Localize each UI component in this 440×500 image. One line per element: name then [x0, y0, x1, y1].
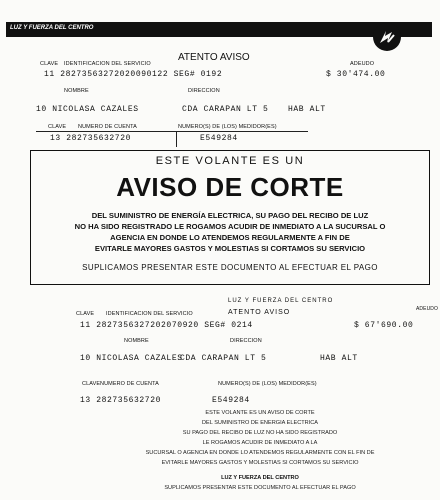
copy-amount-due: $ 67'690.00 [354, 321, 414, 330]
adeudo-label: ADEUDO [350, 61, 375, 67]
notice-body [30, 210, 430, 254]
amount-due: $ 30'474.00 [326, 70, 386, 79]
meter-number: E549284 [200, 134, 238, 143]
account-number: 13 282735632720 [50, 134, 132, 143]
notice-body-line: EVITARLE MAYORES GASTOS Y MOLESTIAS SI CORTAMOS SU SERVICIO [94, 244, 366, 253]
copy-meters-label: NUMERO(S) DE (LOS) MEDIDOR(ES) [218, 381, 317, 387]
copy-clave-label-2: CLAVE [82, 381, 101, 387]
copy-direccion-label: DIRECCION [230, 338, 262, 344]
meters-label: NUMERO(S) DE (LOS) MEDIDOR(ES) [178, 124, 277, 130]
copy-meter-number: E549284 [212, 396, 250, 405]
divider-line [176, 131, 177, 147]
lightning-logo-icon [372, 22, 402, 52]
copy-company-name: LUZ Y FUERZA DEL CENTRO [228, 298, 334, 304]
copy-notice-line: EVITARLE MAYORES GASTOS Y MOLESTIAS SI CORTAMOS SU SERVICIO [161, 460, 359, 466]
copy-account-number: 13 282735632720 [80, 396, 162, 405]
copy-notice-line: DEL SUMINISTRO DE ENERGIA ELECTRICA [201, 420, 319, 426]
service-line: 11 2827356327202009012​2 SEG# 0192 [44, 70, 223, 79]
copy-address: CDA CARAPAN LT 5 [180, 354, 267, 363]
cutoff-headline: AVISO DE CORTE [116, 172, 344, 202]
copy-service-line: 11 282735632720207092​0 SEG# 0214 [80, 321, 253, 330]
divider-line [36, 131, 308, 132]
nombre-label: NOMBRE [64, 88, 89, 94]
clave-label: CLAVE [40, 61, 59, 67]
copy-clave-label: CLAVE [76, 311, 95, 317]
copy-service-id-label: IDENTIFICACION DEL SERVICIO [106, 311, 193, 317]
copy-adeudo-label: ADEUDO [416, 306, 438, 312]
copy-notice-text [110, 408, 410, 468]
customer-name: 10 NICOLASA CAZALES [36, 105, 139, 114]
service-id-label: IDENTIFICACION DEL SERVICIO [64, 61, 151, 67]
copy-address-type: HAB ALT [320, 354, 358, 363]
copy-notice-line: ESTE VOLANTE ES UN AVISO DE CORTE [205, 410, 315, 416]
copy-customer-name: 10 NICOLASA CAZALES [80, 354, 183, 363]
direccion-label: DIRECCION [188, 88, 220, 94]
notice-title: ATENTO AVISO [178, 52, 250, 63]
copy-nombre-label: NOMBRE [124, 338, 149, 344]
copy-footer-company: LUZ Y FUERZA DEL CENTRO [221, 475, 299, 481]
company-name: LUZ Y FUERZA DEL CENTRO [10, 25, 94, 31]
notice-body-line: AGENCIA EN DONDE LO ATENDEMOS REGULARMENTE A FIN DE [110, 233, 350, 242]
account-number-label: NUMERO DE CUENTA [78, 124, 137, 130]
notice-footer: SUPLICAMOS PRESENTAR ESTE DOCUMENTO AL EFECTUAR EL PAGO [82, 263, 378, 272]
notice-intro: ESTE VOLANTE ES UN [155, 155, 305, 167]
copy-account-number-label: NUMERO DE CUENTA [100, 381, 159, 387]
address-type: HAB ALT [288, 105, 326, 114]
copy-notice-line: SU PAGO DEL RECIBO DE LUZ NO HA SIDO REGISTRADO [182, 430, 338, 436]
clave-label-2: CLAVE [48, 124, 67, 130]
notice-body-line: DEL SUMINISTRO DE ENERGÍA ELECTRICA, SU PAGO DEL RECIBO DE LUZ [91, 211, 369, 220]
address: CDA CARAPAN LT 5 [182, 105, 269, 114]
copy-footer: SUPLICAMOS PRESENTAR ESTE DOCUMENTO AL EFECTUAR EL PAGO [164, 485, 356, 491]
copy-notice-line: SUCURSAL O AGENCIA EN DONDE LO ATENDEMOS REGULARMENTE CON EL FIN DE [145, 450, 375, 456]
copy-notice-line: LE ROGAMOS ACUDIR DE INMEDIATO A LA [202, 440, 318, 446]
copy-notice-title: ATENTO AVISO [228, 309, 291, 316]
notice-body-line: NO HA SIDO REGISTRADO LE ROGAMOS ACUDIR DE INMEDIATO A LA SUCURSAL O [74, 222, 386, 231]
